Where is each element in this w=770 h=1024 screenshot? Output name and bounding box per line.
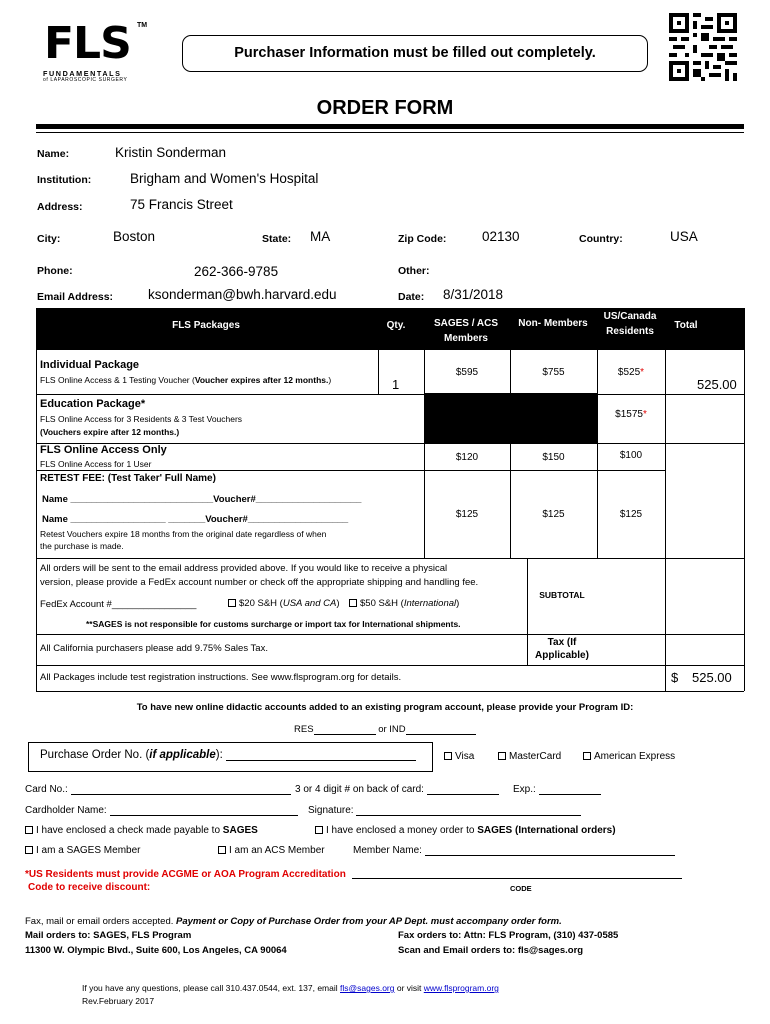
state-field[interactable]: MA	[310, 229, 331, 244]
retest-note-2: the purchase is made.	[40, 541, 124, 551]
retest-title: RETEST FEE: (Test Taker' Full Name)	[40, 473, 216, 484]
retest-note-1: Retest Vouchers expire 18 months from the original date regardless of when	[40, 529, 327, 539]
checkbox-icon[interactable]	[228, 599, 236, 607]
program-id-fields[interactable]: RES or IND	[294, 724, 476, 735]
logo-subtitle: FUNDAMENTALS	[43, 69, 122, 78]
retest-name-1[interactable]: Name ___________________________Voucher#____________________	[42, 494, 362, 505]
tax-label-1: Tax (If	[547, 637, 577, 648]
checkbox-icon[interactable]	[498, 752, 506, 760]
website-link[interactable]: www.flsprogram.org	[423, 983, 499, 993]
packages-note: All Packages include test registration instructions. See www.flsprogram.org for details.	[40, 672, 402, 683]
check-option[interactable]: I have enclosed a check made payable to SAGES	[25, 825, 258, 836]
retest-name-2[interactable]: Name __________________ _______Voucher#___________________	[42, 514, 349, 525]
trademark: TM	[137, 22, 148, 29]
grid-line	[665, 350, 666, 691]
phone-label: Phone:	[37, 265, 73, 277]
zip-field[interactable]: 02130	[482, 229, 520, 244]
subtotal-label: SUBTOTAL	[539, 590, 585, 600]
shipping-option-usa[interactable]: $20 S&H (USA and CA)	[228, 598, 340, 609]
grand-total-symbol: $	[671, 670, 679, 685]
signature-field[interactable]: Signature:	[308, 805, 581, 816]
grid-line	[36, 350, 37, 691]
fedex-account-field[interactable]: FedEx Account #________________	[40, 599, 197, 610]
code-label: CODE	[510, 884, 532, 893]
email-field[interactable]: ksonderman@bwh.harvard.edu	[148, 287, 337, 302]
grid-line	[36, 665, 744, 666]
retest-res-price: $125	[619, 509, 643, 520]
header-sages-1: SAGES / ACS	[433, 318, 499, 329]
other-label: Other:	[398, 265, 430, 277]
header-total: Total	[674, 320, 698, 331]
cardholder-field[interactable]: Cardholder Name:	[25, 805, 298, 816]
header-packages: FLS Packages	[172, 320, 240, 331]
code-underline[interactable]	[352, 878, 682, 879]
grid-line	[36, 470, 665, 471]
education-desc-2: (Vouchers expire after 12 months.)	[40, 427, 180, 437]
grid-line	[378, 350, 379, 394]
institution-field[interactable]: Brigham and Women's Hospital	[130, 171, 319, 186]
date-label: Date:	[398, 291, 425, 303]
page-title: ORDER FORM	[316, 97, 454, 119]
city-label: City:	[37, 233, 61, 245]
header-sages-2: Members	[444, 333, 488, 344]
individual-desc: FLS Online Access & 1 Testing Voucher (Voucher expires after 12 months.)	[40, 375, 332, 385]
phone-field[interactable]: 262-366-9785	[194, 264, 279, 279]
visa-option[interactable]: Visa	[444, 751, 474, 762]
online-desc: FLS Online Access for 1 User	[40, 459, 152, 469]
checkbox-icon[interactable]	[315, 826, 323, 834]
table-header	[36, 308, 744, 350]
grid-line	[36, 394, 744, 395]
title-rule-thin	[36, 132, 744, 133]
individual-non-price: $755	[542, 367, 565, 378]
tax-label-2: Applicable)	[535, 650, 589, 661]
online-sages-price: $120	[455, 452, 479, 463]
header-qty: Qty.	[386, 320, 406, 331]
mail-orders-1: Mail orders to: SAGES, FLS Program	[25, 930, 192, 941]
country-label: Country:	[579, 233, 623, 245]
name-field[interactable]: Kristin Sonderman	[115, 145, 227, 160]
header-residents-2: Residents	[606, 326, 654, 337]
education-res-price: $1575*	[615, 409, 647, 420]
us-residents-note-2: Code to receive discount:	[28, 882, 151, 893]
zip-label: Zip Code:	[398, 233, 447, 245]
checkbox-icon[interactable]	[444, 752, 452, 760]
retest-sages-price: $125	[455, 509, 479, 520]
address-field[interactable]: 75 Francis Street	[130, 197, 233, 212]
orders-accepted-note: Fax, mail or email orders accepted. Payment or Copy of Purchase Order from your AP Dept. must accompany order form.	[25, 916, 562, 927]
email-link[interactable]: fls@sages.org	[340, 983, 395, 993]
title-rule	[36, 124, 744, 129]
individual-sages-price: $595	[455, 367, 479, 378]
fax-orders: Fax orders to: Attn: FLS Program, (310) 437-0585	[398, 930, 619, 941]
grid-line	[36, 691, 744, 692]
checkbox-icon[interactable]	[218, 846, 226, 854]
email-orders: Scan and Email orders to: fls@sages.org	[398, 945, 584, 956]
qr-code-icon	[669, 13, 737, 81]
country-field[interactable]: USA	[670, 229, 698, 244]
header-residents-1: US/Canada	[603, 311, 657, 322]
name-label: Name:	[37, 148, 70, 160]
individual-res-price: $525*	[617, 367, 645, 378]
retest-non-price: $125	[542, 509, 565, 520]
questions-line: If you have any questions, please call 310.437.0544, ext. 137, email fls@sages.org or visit www.flsprogram.org	[82, 983, 499, 993]
checkbox-icon[interactable]	[25, 846, 33, 854]
grid-line	[36, 634, 744, 635]
checkbox-icon[interactable]	[349, 599, 357, 607]
sages-member-option[interactable]: I am a SAGES Member	[25, 845, 140, 856]
online-title: FLS Online Access Only	[40, 444, 167, 456]
revision: Rev.February 2017	[82, 996, 155, 1006]
shipping-line-2: version, please provide a FedEx account number or check off the appropriate shipping and handling fee.	[40, 577, 479, 588]
city-field[interactable]: Boston	[113, 229, 156, 244]
shipping-option-intl[interactable]: $50 S&H (International)	[349, 598, 459, 609]
online-res-price: $100	[619, 450, 643, 461]
card-cvv-field[interactable]: 3 or 4 digit # on back of card:	[295, 784, 499, 795]
mail-orders-2: 11300 W. Olympic Blvd., Suite 600, Los Angeles, CA 90064	[25, 945, 287, 956]
email-label: Email Address:	[37, 291, 114, 303]
card-exp-field[interactable]: Exp.:	[513, 784, 601, 795]
grid-line	[744, 308, 745, 691]
amex-option[interactable]: American Express	[583, 751, 675, 762]
fls-logo: FLS	[44, 18, 131, 69]
date-field[interactable]: 8/31/2018	[443, 287, 504, 302]
education-title: Education Package*	[40, 398, 146, 410]
individual-total[interactable]: 525.00	[697, 377, 737, 392]
us-residents-note-1: *US Residents must provide ACGME or AOA Program Accreditation	[25, 869, 346, 880]
tax-note: All California purchasers please add 9.75% Sales Tax.	[40, 643, 268, 654]
customs-note: **SAGES is not responsible for customs surcharge or import tax for International shipments.	[86, 619, 461, 629]
grid-line	[527, 558, 528, 665]
logo-subtitle-2: of LAPAROSCOPIC SURGERY	[43, 77, 128, 83]
header-non-members: Non- Members	[518, 318, 588, 329]
grand-total-value[interactable]: 525.00	[692, 670, 732, 685]
mastercard-option[interactable]: MasterCard	[498, 751, 561, 762]
online-non-price: $150	[542, 452, 565, 463]
money-order-option[interactable]: I have enclosed a money order to SAGES (International orders)	[315, 825, 616, 836]
checkbox-icon[interactable]	[25, 826, 33, 834]
state-label: State:	[262, 233, 292, 245]
program-heading: To have new online didactic accounts added to an existing program account, please provide your Program ID:	[136, 702, 634, 713]
notice-banner: Purchaser Information must be filled out completely.	[182, 35, 648, 72]
address-label: Address:	[37, 201, 83, 213]
member-name-field[interactable]: Member Name:	[353, 845, 675, 856]
education-blacked-out	[424, 393, 597, 443]
individual-title: Individual Package	[40, 359, 140, 371]
shipping-line-1: All orders will be sent to the email address provided above. If you would like to receive a physical	[40, 563, 448, 574]
education-desc: FLS Online Access for 3 Residents & 3 Test Vouchers	[40, 414, 243, 424]
acs-member-option[interactable]: I am an ACS Member	[218, 845, 325, 856]
purchase-order-label: Purchase Order No. (if applicable):	[40, 749, 416, 761]
checkbox-icon[interactable]	[583, 752, 591, 760]
institution-label: Institution:	[37, 174, 92, 186]
grid-line	[36, 558, 744, 559]
individual-qty[interactable]: 1	[392, 377, 400, 392]
card-number-field[interactable]: Card No.:	[25, 784, 291, 795]
